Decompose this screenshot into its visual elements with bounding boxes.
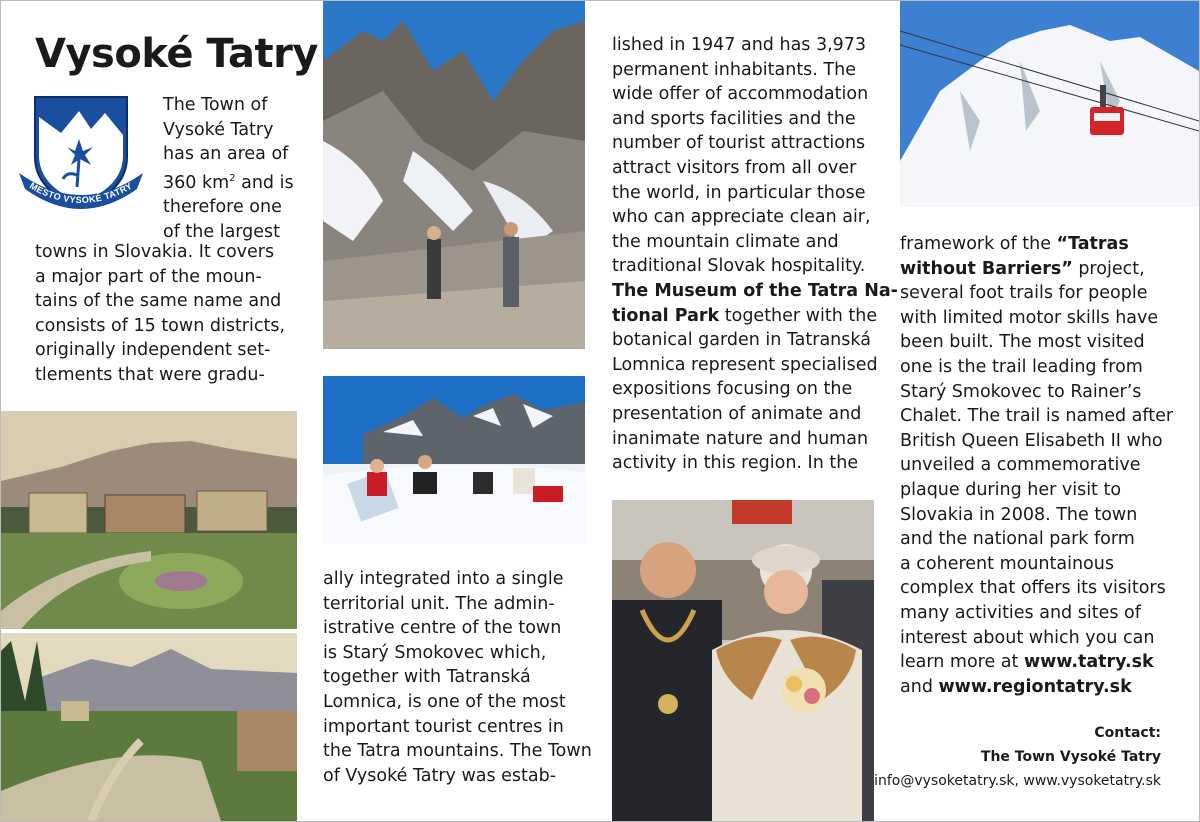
- svg-text:MESTO VYSOKÉ TATRY: [28, 181, 134, 206]
- tourism-text: lished in 1947 and has 3,973 permanent inhabitants. The wide offer of accommodation and sports facilities and the number of tourist attractions attract visitors from all over the world, in particular those who can appreciate clean air, the mountain climate and traditional Slovak hospitality. The Museum of the Tatra Na- tional Park together with the botanical garden in Tatranská Lomnica represent specialised expositions focusing on the presentation of animate and inanimate nature and human activity in this region. In the: [612, 35, 898, 474]
- intro-text: towns in Slovakia. It covers a major part of the moun- tains of the same name and consists of 15 town districts, originally independent set- tlements that were gradu-: [35, 242, 286, 385]
- project-name: “Tatras: [1056, 234, 1129, 254]
- history-text: ally integrated into a single territorial unit. The admin- istrative centre of the town is Starý Smokovec which, together with Tatranská Lomnica, is one of the most important tourist centres in the Tatra mountains. The Town of Vysoké Tatry was estab-: [323, 569, 592, 786]
- intro-wrap-text: The Town of Vysoké Tatry has an area of 360 $km^2$ and is therefore one of the largest: [163, 95, 294, 242]
- link-tatry[interactable]: www.tatry.sk: [1023, 652, 1154, 673]
- mountain-hikers-photo: [323, 1, 585, 349]
- link-regiontatry[interactable]: www.regiontatry.sk: [938, 676, 1132, 697]
- vintage-resort-photo: [1, 411, 297, 821]
- town-crest: [17, 95, 145, 213]
- barriers-text: framework of the “Tatras without Barriers” project, several foot trails for people with limited motor skills have been built. The most visited one is the trail leading from Starý Smokovec to Rainer’s Chalet. The trail is named after British Queen Elisabeth II who unveiled a commemorative plaque during her visit to Slovakia in 2008. The town and the national park form a coherent mountainous complex that offers its visitors many activities and sites of interest about which you can learn more at www.tatry.sk and www.regiontatry.sk: [900, 234, 1174, 697]
- contact-org: The Town Vysoké Tatry: [980, 749, 1161, 765]
- cable-car-photo: [900, 1, 1199, 207]
- contact-links[interactable]: info@vysoketatry.sk, www.vysoketatry.sk: [874, 773, 1161, 789]
- crest-banner-text: MESTO VYSOKÉ TATRY: [28, 180, 134, 206]
- contact-block: [874, 721, 1161, 793]
- contact-heading: Contact:: [1094, 725, 1161, 741]
- page-title: Vysoké Tatry: [35, 31, 318, 77]
- skiers-resting-photo: [323, 376, 585, 544]
- museum-name: The Museum of the Tatra Na-: [612, 280, 898, 301]
- royal-visit-photo: [612, 500, 874, 821]
